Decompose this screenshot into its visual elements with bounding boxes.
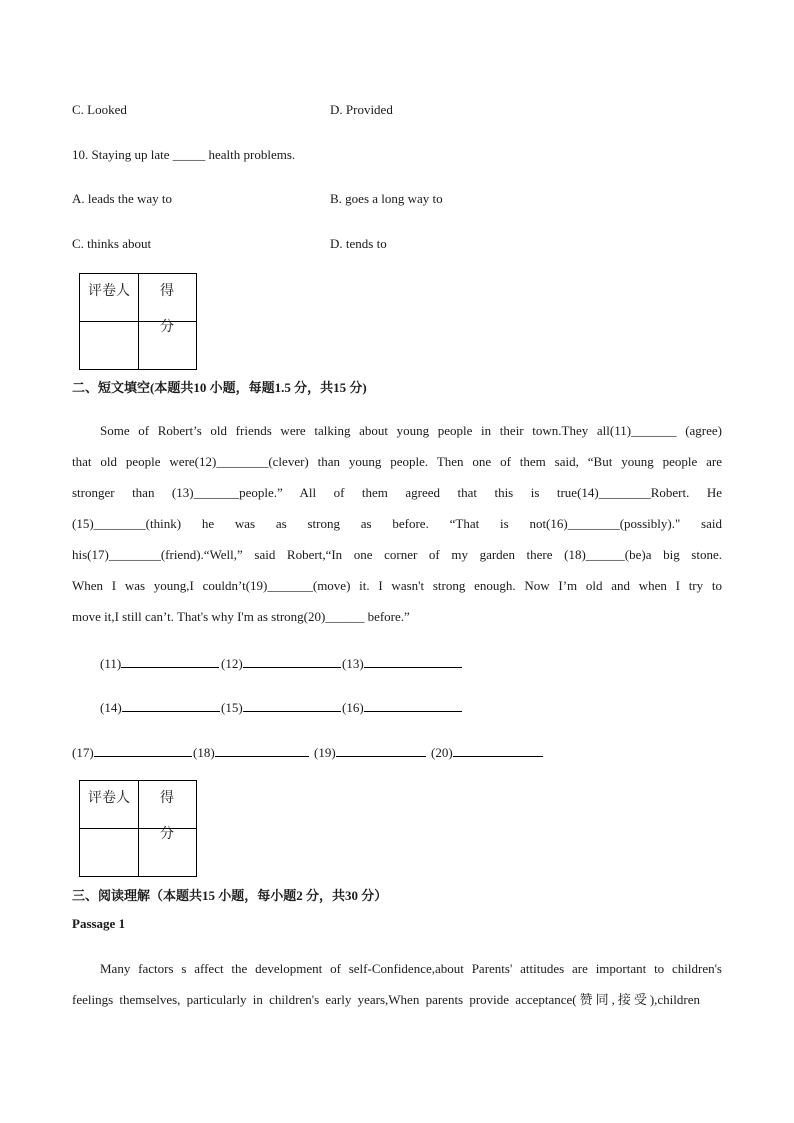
answer-blank-12[interactable]: (12)	[221, 655, 341, 672]
score-cell	[139, 322, 197, 369]
passage-line: When I was young,I couldn’t(19)_______(move) it. I wasn't strong enough. Now I’m old and when I try to	[72, 578, 722, 593]
score-label: 得分	[139, 781, 197, 829]
reviewer-label: 评卷人	[80, 781, 139, 829]
q10-option-c: C. thinks about	[72, 236, 152, 251]
passage-line: (15)________(think) he was as strong as before. “That is not(16)________(possibly)." said	[72, 516, 722, 531]
answer-blank-18[interactable]: (18)	[193, 744, 309, 761]
grader-table	[79, 780, 197, 877]
answer-blank-19[interactable]: (19)	[314, 744, 426, 761]
answer-blank-11[interactable]: (11)	[100, 655, 219, 672]
passage-title: Passage 1	[72, 916, 126, 931]
cloze-passage	[72, 415, 722, 632]
answer-blank-13[interactable]: (13)	[342, 655, 462, 672]
passage-line: Some of Robert’s old friends were talking about young people in their town.They all(11)_______ (agree)	[100, 423, 722, 438]
answer-blank-15[interactable]: (15)	[221, 699, 341, 716]
reviewer-cell	[80, 829, 139, 876]
passage-line: feelings themselves, particularly in children's early years,When parents provide acceptance(赞同,接受),children	[72, 992, 700, 1007]
reviewer-label: 评卷人	[80, 274, 139, 322]
q9-option-c: C. Looked	[72, 102, 127, 117]
q10-stem: 10. Staying up late _____ health problems.	[72, 147, 296, 162]
reviewer-cell	[80, 322, 139, 369]
passage-line: move it,I still can’t. That's why I'm as strong(20)______ before.”	[72, 609, 410, 624]
q10-option-b: B. goes a long way to	[330, 191, 443, 206]
q10-option-d: D. tends to	[330, 236, 387, 251]
q10-option-a: A. leads the way to	[72, 191, 173, 206]
passage-line: Many factors s affect the development of self-Confidence,about Parents' attitudes are important to children's	[100, 961, 722, 976]
score-cell	[139, 829, 197, 876]
answer-blank-17[interactable]: (17)	[72, 744, 192, 761]
q9-option-d: D. Provided	[330, 102, 393, 117]
answer-blank-20[interactable]: (20)	[431, 744, 543, 761]
answer-blank-16[interactable]: (16)	[342, 699, 462, 716]
passage-line: stronger than (13)_______people.” All of them agreed that this is true(14)________Robert. He	[72, 485, 722, 500]
score-label: 得分	[139, 274, 197, 322]
section3-heading: 三、阅读理解（本题共15 小题，每小题2 分，共30 分）	[72, 888, 388, 903]
grader-table	[79, 273, 197, 370]
section2-heading: 二、短文填空(本题共10 小题，每题1.5 分，共15 分)	[72, 380, 367, 395]
passage-line: his(17)________(friend).“Well,” said Robert,“In one corner of my garden there (18)______(be)a big stone.	[72, 547, 722, 562]
reading-passage	[72, 953, 722, 1015]
answer-blank-14[interactable]: (14)	[100, 699, 220, 716]
passage-line: that old people were(12)________(clever) than young people. Then one of them said, “But young people are	[72, 454, 722, 469]
